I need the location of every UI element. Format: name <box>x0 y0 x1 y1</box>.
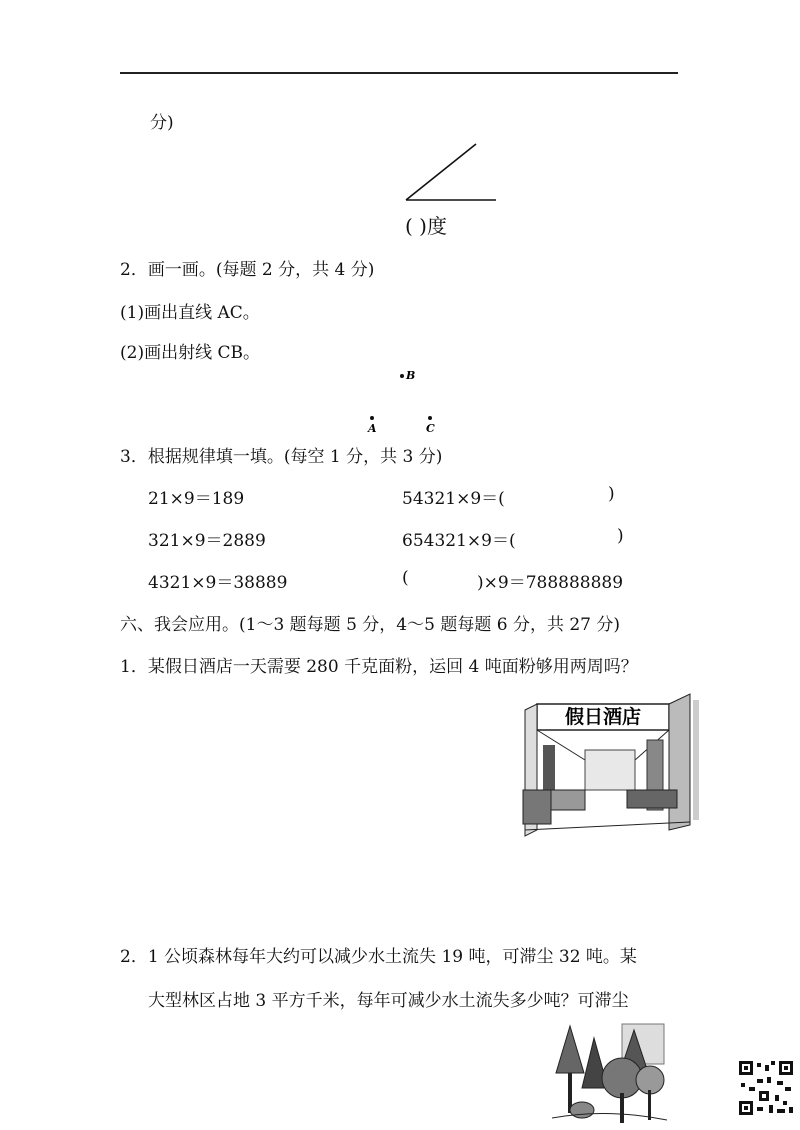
q2-title: 2．画一画。(每题 2 分，共 4 分) <box>120 260 375 280</box>
points-figure <box>360 360 460 436</box>
forest-illustration <box>552 1018 667 1128</box>
q3-left-1: 21×9＝189 <box>148 489 245 509</box>
q3-right-1-close: ) <box>608 484 615 504</box>
q3-title: 3．根据规律填一填。(每空 1 分，共 3 分) <box>120 447 443 467</box>
point-a <box>370 416 374 420</box>
angle-degree-answer: ( )度 <box>405 214 447 238</box>
hotel-sign-text: 假日酒店 <box>564 706 642 728</box>
q2-sub2: (2)画出射线 CB。 <box>120 343 260 363</box>
s6-q2-line1: 2．1 公顷森林每年大约可以减少水土流失 19 吨，可滞尘 32 吨。某 <box>120 947 637 967</box>
point-a-label: A <box>368 422 377 435</box>
section6-title: 六、我会应用。(1～3 题每题 5 分，4～5 题每题 6 分，共 27 分) <box>120 615 621 635</box>
qr-code-icon <box>738 1060 794 1116</box>
q3-right-2: 654321×9＝( <box>402 531 516 551</box>
q3-right-1: 54321×9＝( <box>402 489 505 509</box>
q2-sub1: (1)画出直线 AC。 <box>120 303 260 323</box>
point-b-label: B <box>406 369 416 382</box>
point-c <box>428 416 432 420</box>
point-b <box>400 374 404 378</box>
q3-left-2: 321×9＝2889 <box>148 531 266 551</box>
q3-right-3: ( <box>402 568 409 588</box>
s6-q1-text: 1．某假日酒店一天需要 280 千克面粉，运回 4 吨面粉够用两周吗？ <box>120 657 638 677</box>
s6-q2-line2: 大型林区占地 3 平方千米，每年可减少水土流失多少吨？可滞尘 <box>148 991 629 1011</box>
q3-right-3-close: )×9＝788888889 <box>477 573 624 593</box>
hotel-illustration <box>515 690 700 840</box>
q3-right-2-close: ) <box>617 526 624 546</box>
angle-figure <box>400 140 500 204</box>
point-c-label: C <box>426 422 435 435</box>
angle-ray-upper <box>406 144 476 200</box>
top-rule <box>120 72 678 74</box>
carry-over-text: 分) <box>150 113 174 133</box>
q3-left-3: 4321×9＝38889 <box>148 573 288 593</box>
